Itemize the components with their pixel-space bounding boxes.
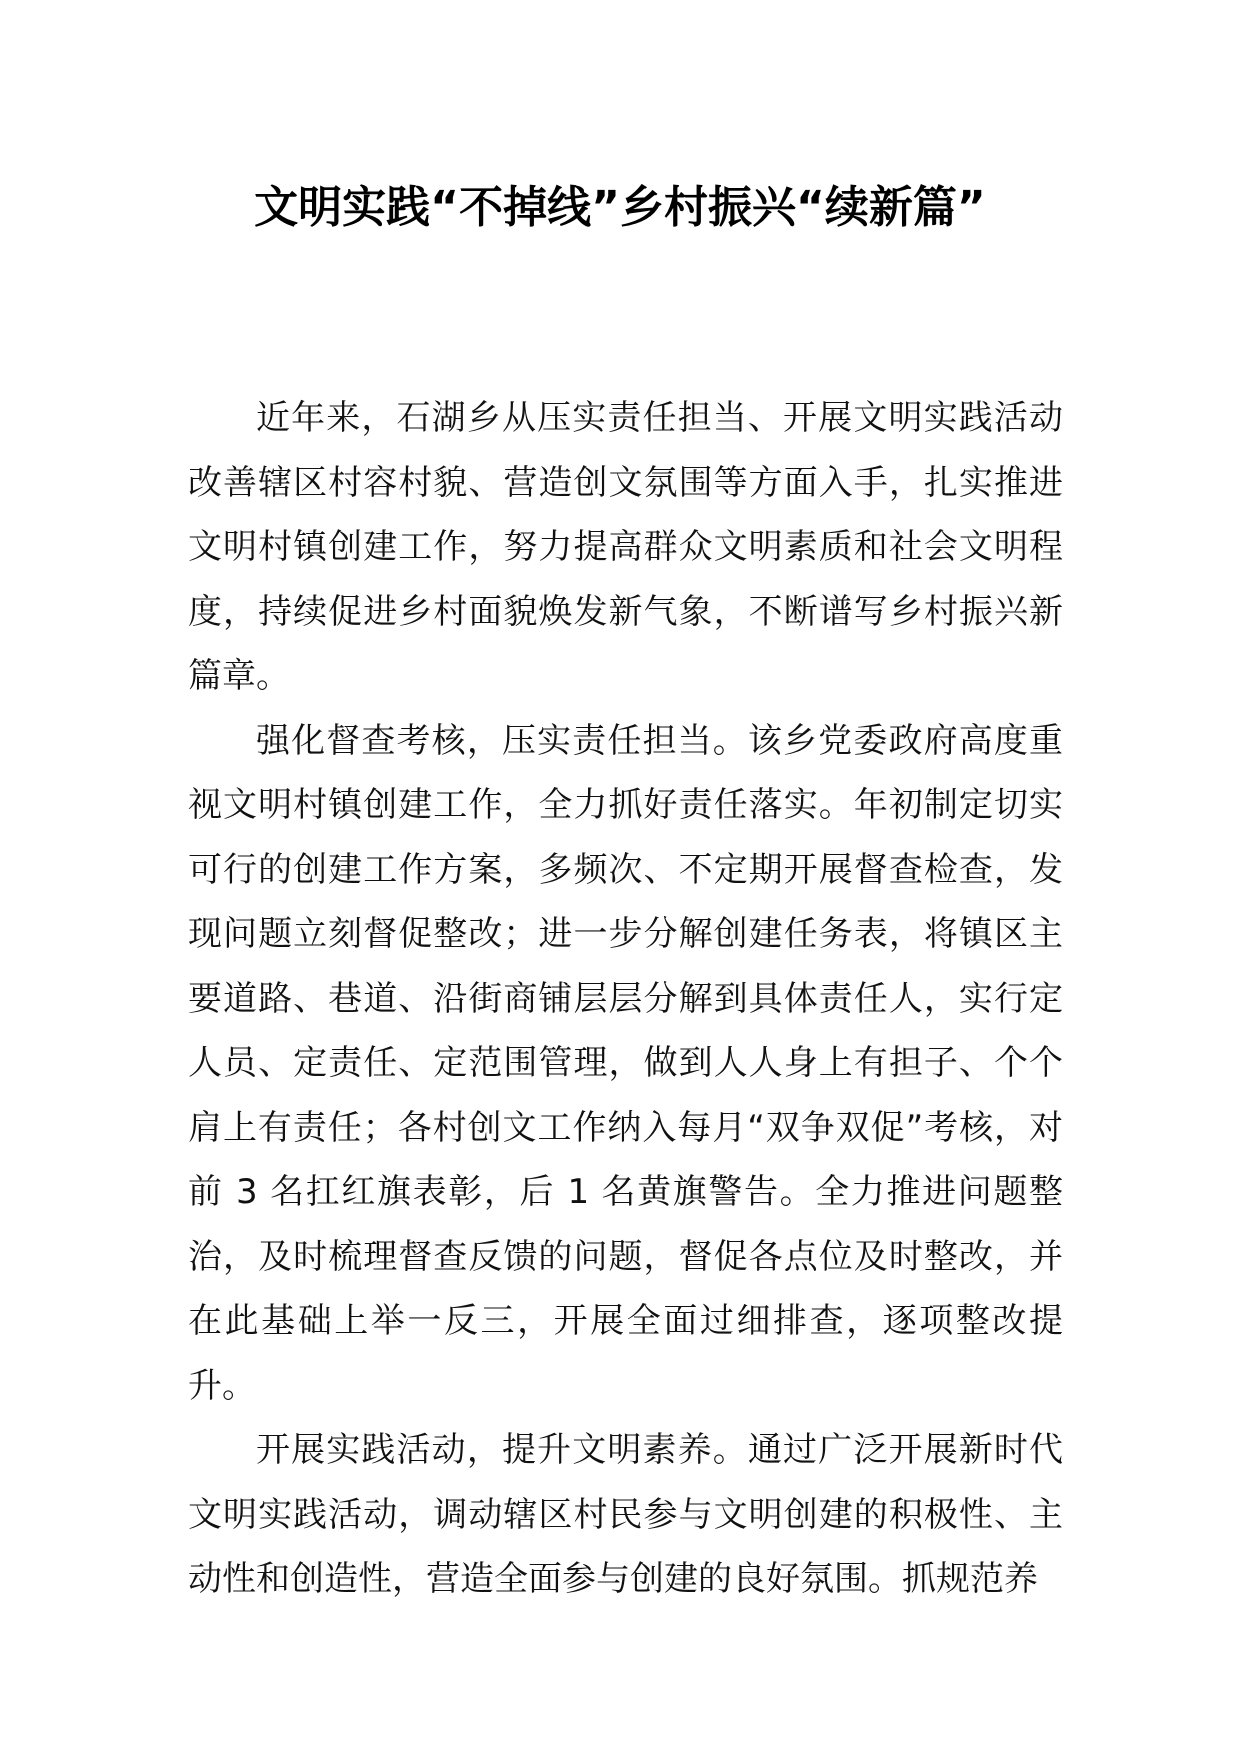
paragraph: 近年来，石湖乡从压实责任担当、开展文明实践活动改善辖区村容村貌、营造创文氛围等方面入手，扎实推进文明村镇创建工作，努力提高群众文明素质和社会文明程度，持续促进乡村面貌焕发新气象，不断谱写乡村振兴新篇章。 xyxy=(188,398,1063,696)
document-title: 文明实践“不掉线”乡村振兴“续新篇” xyxy=(254,182,986,233)
paragraph: 强化督查考核，压实责任担当。该乡党委政府高度重视文明村镇创建工作，全力抓好责任落实。年初制定切实可行的创建工作方案，多频次、不定期开展督查检查，发现问题立刻督促整改；进一步分解创建任务表，将镇区主要道路、巷道、沿街商铺层层分解到具体责任人，实行定人员、定责任、定范围管理，做到人人身上有担子、个个肩上有责任；各村创文工作纳入每月“双争双促”考核，对前 3 名扛红旗表彰，后 1 名黄旗警告。全力推进问题整治，及时梳理督查反馈的问题，督促各点位及时整改，并在此基础上举一反三，开展全面过细排查，逐项整改提升。 xyxy=(188,720,1063,1406)
document-body xyxy=(188,386,1063,1612)
paragraph: 开展实践活动，提升文明素养。通过广泛开展新时代文明实践活动，调动辖区村民参与文明创建的积极性、主动性和创造性，营造全面参与创建的良好氛围。抓规范养 xyxy=(188,1430,1063,1599)
